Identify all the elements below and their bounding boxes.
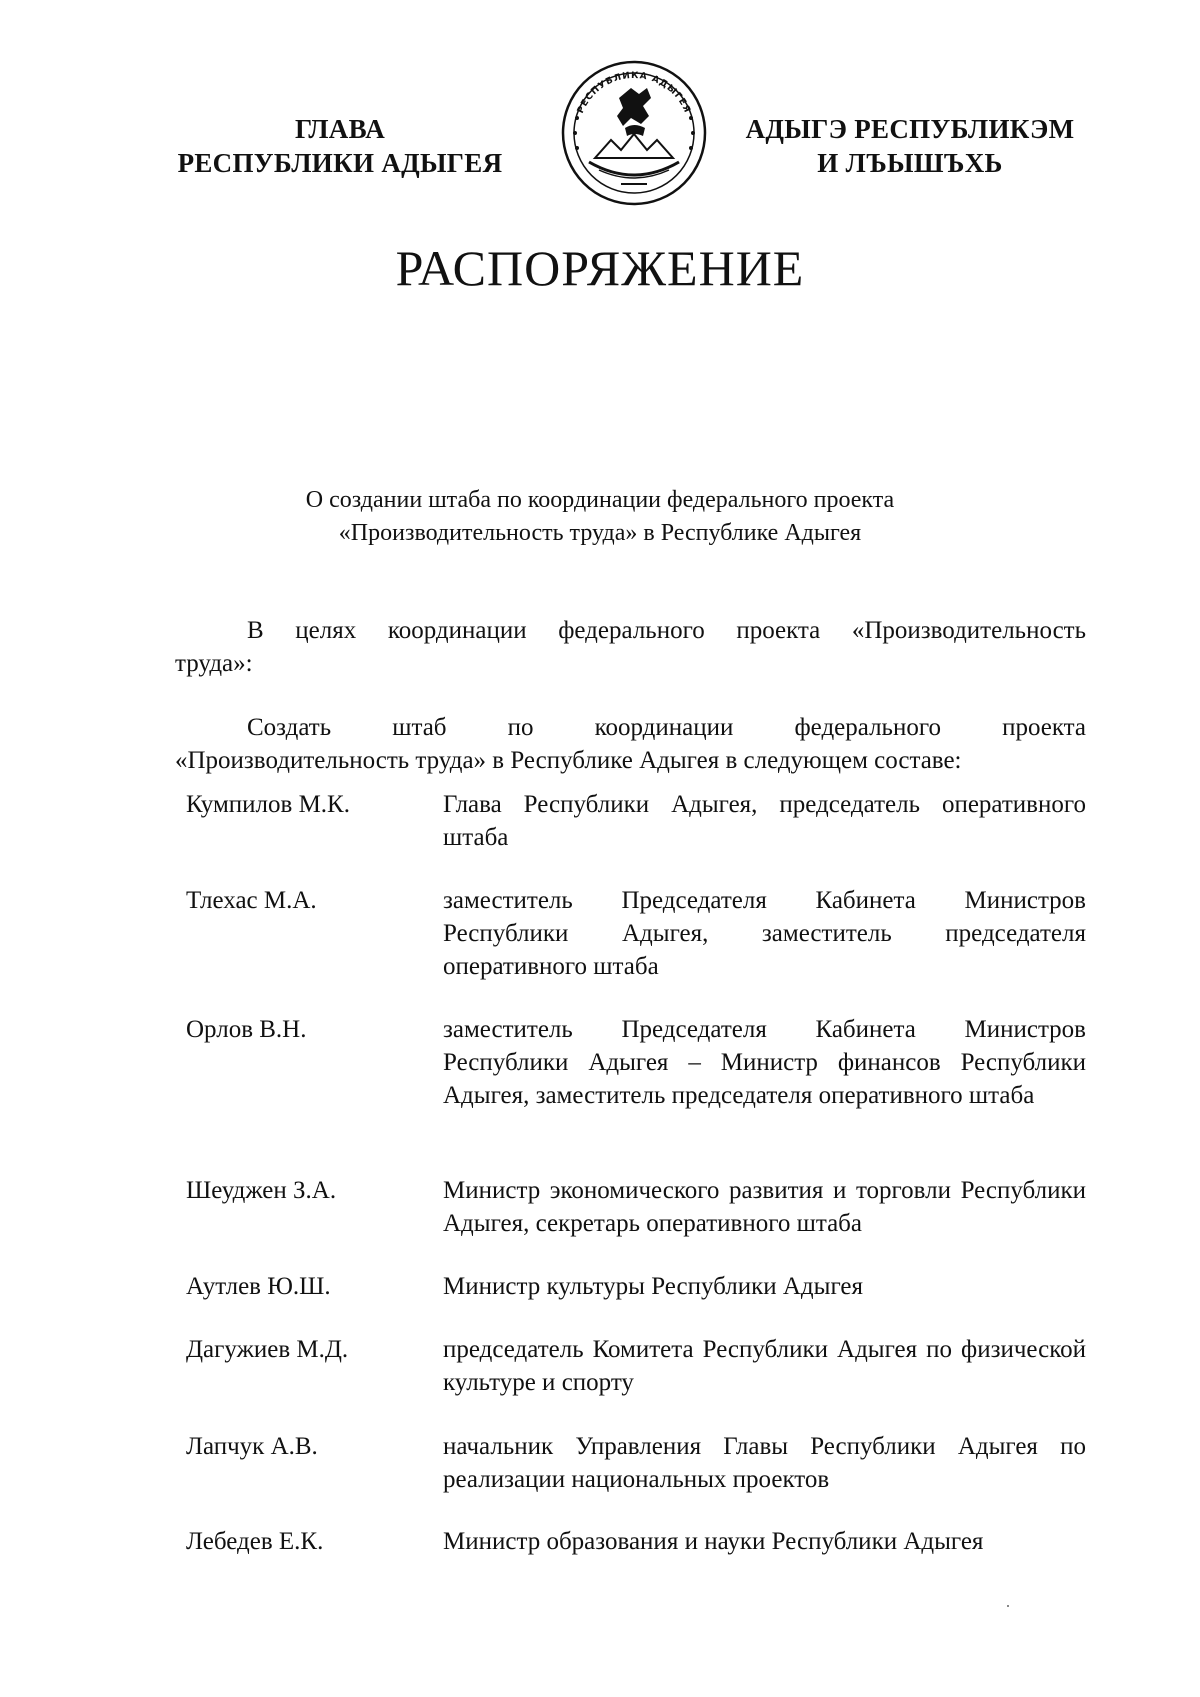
member-name: Орлов В.Н. bbox=[186, 1016, 307, 1043]
issuer-line-1: АДЫГЭ РЕСПУБЛИКЭМ bbox=[745, 114, 1075, 144]
issuer-line-2: И ЛЪЫШЪХЬ bbox=[817, 148, 1003, 178]
preamble-paragraph bbox=[175, 614, 1086, 680]
member-name: Лебедев Е.К. bbox=[186, 1528, 324, 1555]
issuer-title-adyghe bbox=[720, 112, 1100, 180]
member-role: заместитель Председателя Кабинета Министров Республики Адыгея, заместитель председателя оперативного штаба bbox=[443, 887, 1086, 980]
member-role: заместитель Председателя Кабинета Министров Республики Адыгея – Министр финансов Республики Адыгея, заместитель председателя оперативного штаба bbox=[443, 1016, 1086, 1109]
scan-speck bbox=[1007, 1605, 1009, 1607]
republic-emblem-seal bbox=[559, 58, 709, 208]
member-name: Шеуджен З.А. bbox=[186, 1177, 337, 1204]
paragraph-rest: труда»: bbox=[175, 650, 253, 677]
member-role: Глава Республики Адыгея, председатель оперативного штаба bbox=[443, 791, 1086, 851]
paragraph-first-line: Создать штаб по координации федерального проекта bbox=[247, 714, 1086, 741]
member-name: Кумпилов М.К. bbox=[186, 791, 350, 818]
member-role: председатель Комитета Республики Адыгея по физической культуре и спорту bbox=[443, 1336, 1086, 1396]
member-name: Аутлев Ю.Ш. bbox=[186, 1273, 331, 1300]
subject-line-1: О создании штаба по координации федерального проекта bbox=[305, 487, 895, 513]
subject-line-2: «Производительность труда» в Республике Адыгея bbox=[338, 520, 862, 546]
member-role: Министр образования и науки Республики Адыгея bbox=[443, 1528, 984, 1555]
member-name: Дагужиев М.Д. bbox=[186, 1336, 349, 1363]
order-paragraph bbox=[175, 711, 1086, 777]
issuer-line-1: ГЛАВА bbox=[294, 114, 386, 144]
emblem-text: РЕСПУБЛИКА АДЫГЕЯ bbox=[575, 70, 693, 116]
member-role: Министр культуры Республики Адыгея bbox=[443, 1273, 863, 1300]
member-role: Министр экономического развития и торговли Республики Адыгея, секретарь оперативного штаба bbox=[443, 1177, 1086, 1237]
document-subject bbox=[0, 484, 1200, 550]
paragraph-first-line: В целях координации федерального проекта «Производительность bbox=[247, 617, 1086, 644]
paragraph-rest: «Производительность труда» в Республике Адыгея в следующем составе: bbox=[175, 747, 962, 774]
member-name: Тлехас М.А. bbox=[186, 887, 317, 914]
issuer-line-2: РЕСПУБЛИКИ АДЫГЕЯ bbox=[177, 148, 503, 178]
member-name: Лапчук А.В. bbox=[186, 1433, 318, 1460]
member-role: начальник Управления Главы Республики Адыгея по реализации национальных проектов bbox=[443, 1433, 1086, 1493]
issuer-title-russian bbox=[140, 112, 540, 180]
document-type-title: РАСПОРЯЖЕНИЕ bbox=[395, 240, 805, 296]
